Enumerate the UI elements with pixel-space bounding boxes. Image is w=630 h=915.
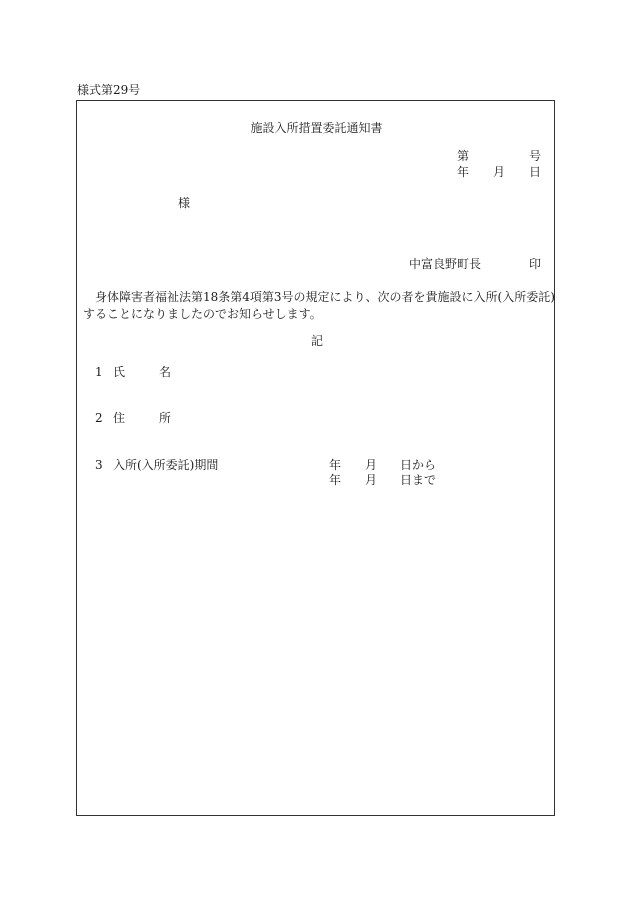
item-name-number: 1 <box>95 365 103 379</box>
date-year: 年 <box>457 165 470 179</box>
period-from-year: 年 <box>329 458 342 472</box>
body-line-2: することになりましたのでお知らせします。 <box>83 307 322 321</box>
form-number: 様式第29号 <box>77 83 141 97</box>
item-period-label: 入所(入所委託)期間 <box>113 458 219 472</box>
ki-label: 記 <box>311 334 324 348</box>
body-line-1: 身体障害者福祉法第18条第4項第3号の規定により、次の者を貴施設に入所(入所委託) <box>83 290 555 304</box>
date-month: 月 <box>493 165 506 179</box>
item-name-label-a: 氏 <box>113 365 126 379</box>
period-to-month: 月 <box>365 473 378 487</box>
seal: 印 <box>529 257 542 271</box>
period-to-year: 年 <box>329 473 342 487</box>
issuer: 中富良野町長 <box>409 257 482 271</box>
item-address-label-a: 住 <box>113 411 126 425</box>
period-from-day: 日から <box>400 458 437 472</box>
period-to-day: 日まで <box>400 473 437 487</box>
item-period-number: 3 <box>95 458 103 472</box>
item-address-number: 2 <box>95 411 103 425</box>
item-name-label-b: 名 <box>159 365 172 379</box>
period-from-month: 月 <box>365 458 378 472</box>
item-address-label-b: 所 <box>159 411 172 425</box>
recipient-suffix: 様 <box>178 196 191 210</box>
body-text <box>83 289 553 323</box>
document-frame <box>76 100 555 816</box>
document-title: 施設入所措置委託通知書 <box>250 121 383 135</box>
ref-dai: 第 <box>457 149 470 163</box>
ref-go: 号 <box>529 149 542 163</box>
date-day: 日 <box>529 165 542 179</box>
